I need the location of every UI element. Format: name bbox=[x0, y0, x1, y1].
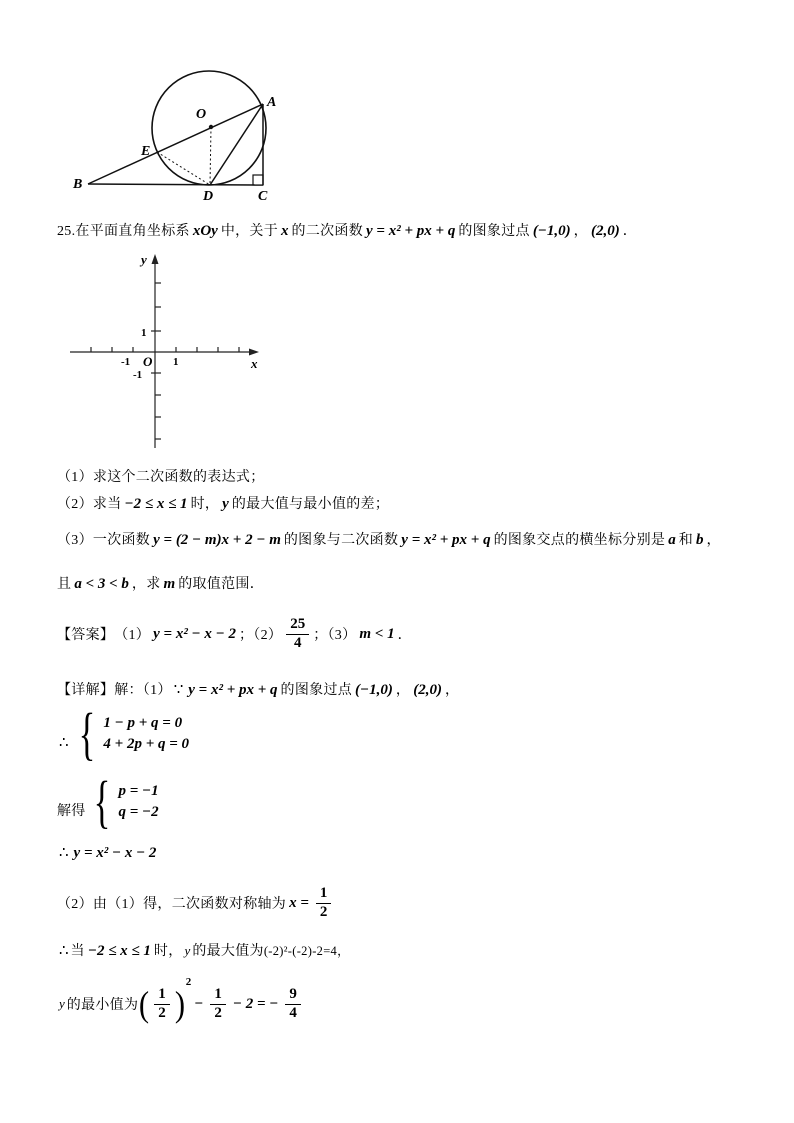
right-angle-mark bbox=[253, 175, 263, 185]
origin-label: O bbox=[143, 354, 153, 369]
math-equals-part: − 2 = − bbox=[232, 995, 279, 1012]
solution-line-1 bbox=[57, 679, 459, 699]
problem-statement bbox=[57, 220, 637, 240]
y-tick-label-minus1: -1 bbox=[133, 369, 143, 381]
subquestion-2-text: （2）求当 bbox=[57, 497, 122, 512]
coordinate-graph bbox=[65, 250, 270, 455]
label-A: A bbox=[267, 95, 277, 110]
subquestion-3-text: ， bbox=[706, 533, 721, 548]
fraction-denominator: 4 bbox=[293, 634, 302, 651]
math-y: y bbox=[59, 996, 65, 1011]
fraction-numerator: 1 bbox=[316, 885, 332, 903]
problem-text: 中，关于 bbox=[220, 224, 279, 239]
equation-2: 4 + 2p + q = 0 bbox=[103, 736, 190, 752]
x-arrow bbox=[249, 349, 259, 356]
fraction-1-2 bbox=[316, 885, 332, 921]
fraction-9-4 bbox=[285, 986, 301, 1022]
subquestion-3-text: 且 bbox=[57, 577, 72, 592]
line-BC bbox=[88, 184, 263, 185]
y-tick-label-plus1: 1 bbox=[141, 327, 147, 339]
subquestion-1 bbox=[57, 466, 265, 486]
answer-text: ． bbox=[397, 628, 412, 643]
subquestion-3-text: 和 bbox=[678, 533, 693, 548]
solution-text: （2）由（1）得，二次函数对称轴为 bbox=[57, 897, 287, 912]
math-y: y bbox=[222, 496, 229, 512]
equation-1: 1 − p + q = 0 bbox=[103, 715, 183, 731]
problem-text: 25.在平面直角坐标系 bbox=[57, 224, 190, 239]
therefore-symbol: ∴ bbox=[59, 943, 69, 959]
fraction-25-4 bbox=[286, 616, 309, 652]
y-arrow bbox=[152, 254, 159, 264]
math-point1: (−1,0) bbox=[532, 223, 571, 239]
label-E: E bbox=[141, 144, 151, 159]
dotted-OD bbox=[210, 127, 211, 185]
equations bbox=[115, 783, 161, 821]
answer-text: ；（2） bbox=[239, 628, 283, 643]
minus-operator: − bbox=[194, 995, 204, 1012]
answer-text: ；（3） bbox=[313, 628, 357, 643]
solution-text: 解：（1） bbox=[114, 683, 172, 698]
fraction-1-2 bbox=[210, 986, 226, 1022]
fraction-numerator: 9 bbox=[285, 986, 301, 1004]
subquestion-2-text: 的最大值与最小值的差； bbox=[231, 497, 390, 512]
fraction-numerator: 25 bbox=[286, 616, 309, 634]
problem-text: 的图象过点 bbox=[458, 224, 530, 239]
x-tick-label-plus1: 1 bbox=[173, 356, 179, 368]
center-dot bbox=[209, 125, 213, 129]
problem-text: ． bbox=[622, 224, 638, 239]
problem-text: ， bbox=[573, 224, 588, 239]
equation-system-1 bbox=[57, 701, 192, 766]
label-B: B bbox=[73, 177, 83, 192]
math-x-equals: x = bbox=[289, 894, 309, 911]
because-symbol: ∵ bbox=[173, 682, 184, 698]
fraction-numerator: 1 bbox=[154, 986, 170, 1004]
subquestion-3-text: （3）一次函数 bbox=[57, 533, 151, 548]
math-quadratic: y = x² + px + q bbox=[401, 532, 491, 548]
solution-label: 【详解】 bbox=[57, 683, 115, 698]
solve-prefix: 解得 bbox=[57, 804, 86, 819]
math-point1: (−1,0) bbox=[355, 682, 393, 698]
equations bbox=[100, 715, 192, 753]
label-O: O bbox=[196, 107, 207, 122]
math-answer-m: m < 1 bbox=[359, 625, 395, 642]
solution-conclusion-1 bbox=[57, 843, 159, 862]
math-answer-fn: y = x² − x − 2 bbox=[153, 625, 236, 642]
exponent-2: 2 bbox=[185, 976, 192, 988]
equation-p: p = −1 bbox=[118, 783, 159, 799]
fraction-denominator: 2 bbox=[214, 1004, 222, 1021]
x-tick-label-minus1: -1 bbox=[121, 356, 131, 368]
solution-text: ， bbox=[444, 683, 460, 698]
math-quadratic: y = x² + px + q bbox=[188, 682, 278, 698]
math-result-fn: y = x² − x − 2 bbox=[73, 845, 157, 861]
fraction-numerator: 1 bbox=[210, 986, 226, 1004]
max-value-expression: (-2)²-(-2)-2=4， bbox=[263, 944, 350, 958]
solution-text: 的图象过点 bbox=[280, 683, 353, 698]
answer-line bbox=[57, 610, 412, 658]
subquestion-3-text: 的取值范围． bbox=[178, 577, 265, 592]
solution-text: 的最大值为 bbox=[192, 944, 264, 959]
subquestion-3-text: 的图象与二次函数 bbox=[283, 533, 399, 548]
math-inequality: a < 3 < b bbox=[74, 576, 129, 592]
min-value-line bbox=[57, 976, 305, 1032]
solution-text: ， bbox=[395, 683, 411, 698]
y-axis-label: y bbox=[141, 252, 147, 267]
fraction-denominator: 4 bbox=[289, 1004, 297, 1021]
math-b: b bbox=[696, 532, 704, 548]
fraction-denominator: 2 bbox=[319, 903, 328, 920]
solution-text: 当 bbox=[70, 944, 85, 959]
therefore-symbol: ∴ bbox=[59, 845, 69, 861]
solution-text: 的最小值为 bbox=[66, 998, 139, 1013]
math-x: x bbox=[281, 223, 289, 239]
subquestion-1-text: （1）求这个二次函数的表达式； bbox=[57, 470, 265, 485]
label-D: D bbox=[203, 189, 214, 204]
math-range: −2 ≤ x ≤ 1 bbox=[87, 943, 151, 959]
math-y: y bbox=[184, 943, 191, 958]
solution-text: 时， bbox=[153, 944, 183, 959]
answer-text: （1） bbox=[114, 628, 151, 643]
equation-q: q = −2 bbox=[118, 804, 159, 820]
math-quadratic: y = x² + px + q bbox=[366, 223, 456, 239]
big-left-paren: ( bbox=[139, 984, 150, 1024]
x-axis-label: x bbox=[251, 356, 258, 371]
geometry-figure bbox=[65, 58, 300, 208]
subquestion-3-text: ，求 bbox=[131, 577, 161, 592]
dotted-ED bbox=[157, 152, 210, 185]
brace: { bbox=[78, 701, 95, 766]
therefore-symbol: ∴ bbox=[59, 735, 69, 751]
subquestion-3-continued bbox=[57, 573, 264, 593]
big-right-paren: ) bbox=[174, 984, 185, 1024]
max-value-line bbox=[57, 940, 350, 960]
math-a: a bbox=[668, 532, 676, 548]
equation-system-2 bbox=[57, 769, 162, 834]
fraction-1-2 bbox=[154, 986, 170, 1022]
axis-of-symmetry-line bbox=[57, 880, 335, 926]
subquestion-2-text: 时， bbox=[190, 497, 220, 512]
math-point2: (2,0) bbox=[590, 223, 620, 239]
subquestion-3 bbox=[57, 529, 721, 549]
math-m: m bbox=[163, 576, 176, 592]
subquestion-2 bbox=[57, 493, 389, 513]
problem-text: 的二次函数 bbox=[291, 224, 364, 239]
label-C: C bbox=[258, 189, 268, 204]
subquestion-3-text: 的图象交点的横坐标分别是 bbox=[493, 533, 666, 548]
math-point2: (2,0) bbox=[413, 682, 442, 698]
answer-label: 【答案】 bbox=[57, 628, 115, 643]
math-linear-fn: y = (2 − m)x + 2 − m bbox=[153, 532, 281, 548]
math-xoy: xOy bbox=[192, 223, 218, 239]
fraction-denominator: 2 bbox=[158, 1004, 166, 1021]
brace: { bbox=[93, 769, 110, 834]
math-range: −2 ≤ x ≤ 1 bbox=[124, 496, 188, 512]
